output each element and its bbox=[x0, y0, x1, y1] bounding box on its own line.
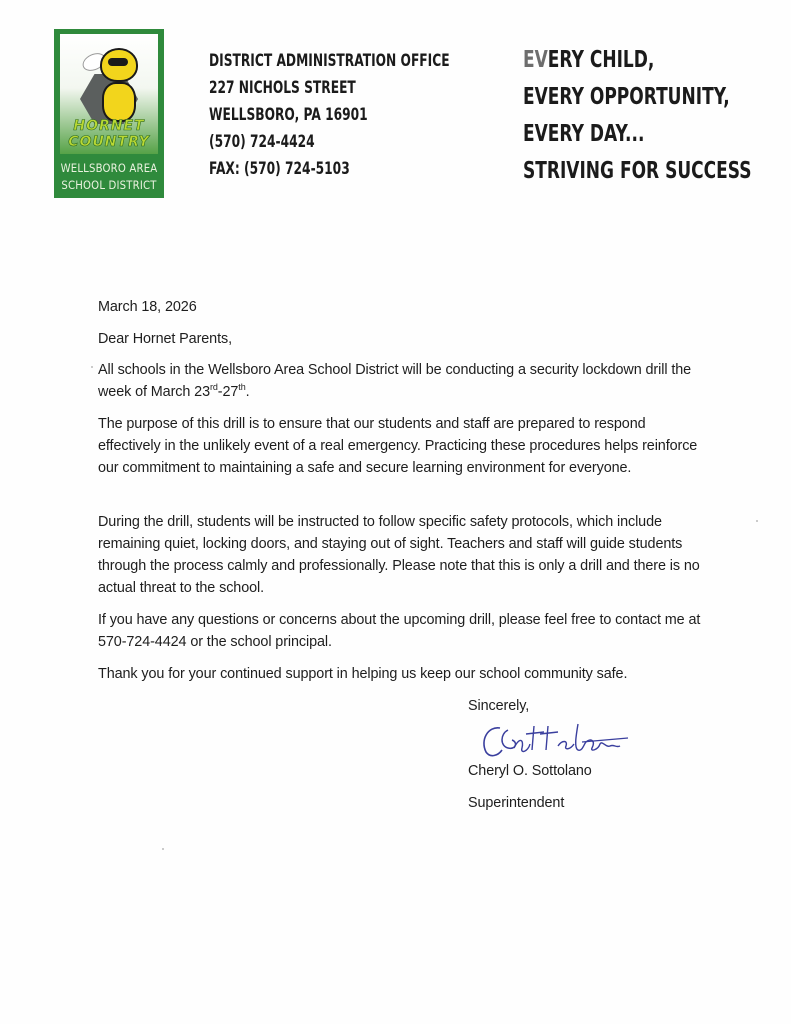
motto-line1 bbox=[523, 42, 752, 79]
logo-artwork bbox=[60, 34, 158, 154]
letter-date: March 18, 2026 bbox=[98, 299, 197, 315]
city-state-zip: WELLSBORO, PA 16901 bbox=[209, 105, 368, 125]
motto-line2: EVERY OPPORTUNITY, bbox=[523, 84, 730, 110]
paragraph-announcement-text: All schools in the Wellsboro Area School District will be conducting a security lockdown drill the week of March 23 bbox=[98, 362, 692, 400]
paragraph-announcement bbox=[98, 359, 708, 403]
signer-title: Superintendent bbox=[468, 795, 565, 811]
district-motto bbox=[523, 42, 752, 190]
district-logo bbox=[54, 29, 164, 198]
logo-wordmark-line2: COUNTRY bbox=[68, 134, 150, 150]
hornet-body-icon bbox=[102, 82, 136, 122]
ordinal-suffix-rd: rd bbox=[209, 382, 218, 392]
scan-speck bbox=[162, 848, 164, 850]
salutation: Dear Hornet Parents, bbox=[98, 331, 232, 347]
office-name: DISTRICT ADMINISTRATION OFFICE bbox=[209, 51, 450, 71]
signer-name: Cheryl O. Sottolano bbox=[468, 763, 592, 779]
date-range-end: -27 bbox=[217, 384, 239, 400]
motto-line3: EVERY DAY... bbox=[523, 121, 645, 147]
motto-line4: STRIVING FOR SUCCESS bbox=[523, 158, 752, 184]
closing: Sincerely, bbox=[468, 698, 530, 714]
sentence-end: . bbox=[245, 384, 250, 400]
paragraph-purpose: The purpose of this drill is to ensure that our students and staff are prepared to respond effectively in the unlikely event of a real emergency. Practicing these procedures helps reinforce our commitment to maintaining a safe and secure learning environment for everyone. bbox=[98, 416, 698, 476]
paragraph-procedures: During the drill, students will be instructed to follow specific safety protocols, which include remaining quiet, locking doors, and staying out of sight. Teachers and staff will guide students through the process calmly and professionally. Please note that this is only a drill and there is no actual threat to the school. bbox=[98, 514, 700, 596]
logo-caption-line2: SCHOOL DISTRICT bbox=[61, 178, 157, 192]
scan-speck bbox=[756, 520, 758, 522]
paragraph-contact: If you have any questions or concerns about the upcoming drill, please feel free to contact me at 570-724-4424 or the school principal. bbox=[98, 612, 701, 650]
street-address: 227 NICHOLS STREET bbox=[209, 78, 356, 98]
logo-wordmark-line1: HORNET bbox=[73, 118, 145, 134]
motto-line1-rest: ERY CHILD, bbox=[547, 47, 655, 73]
office-address bbox=[209, 48, 450, 183]
paragraph-thanks: Thank you for your continued support in helping us keep our school community safe. bbox=[98, 666, 628, 682]
hornet-eye-icon bbox=[108, 58, 128, 66]
fax-number: FAX: (570) 724-5103 bbox=[209, 159, 350, 179]
ordinal-suffix-th: th bbox=[238, 382, 246, 392]
logo-caption bbox=[61, 160, 158, 194]
scan-speck bbox=[91, 366, 93, 368]
hornet-mascot-icon bbox=[100, 48, 138, 82]
phone-number: (570) 724-4424 bbox=[209, 132, 315, 152]
signature-icon bbox=[478, 718, 638, 763]
motto-line1-prefix: EV bbox=[523, 47, 548, 73]
logo-caption-line1: WELLSBORO AREA bbox=[60, 161, 158, 175]
